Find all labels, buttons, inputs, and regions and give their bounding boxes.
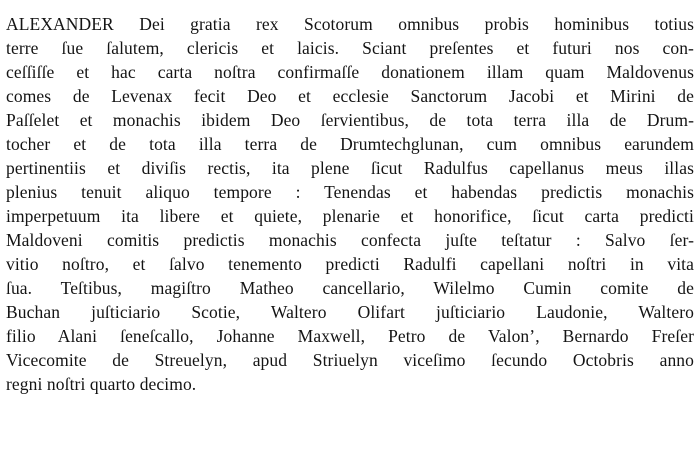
- charter-line: terre ſue ſalutem, clericis et laicis. Sciant preſentes et futuri nos con-: [6, 38, 694, 58]
- charter-text-block: [6, 12, 694, 396]
- charter-line: ceſſiſſe et hac carta noſtra confirmaſſe donationem illam quam Maldovenus: [6, 62, 694, 82]
- charter-line: ALEXANDER Dei gratia rex Scotorum omnibus probis hominibus totius: [6, 14, 694, 34]
- charter-line: Paſſelet et monachis ibidem Deo ſervientibus, de tota terra illa de Drum-: [6, 110, 694, 130]
- charter-line: comes de Levenax fecit Deo et ecclesie Sanctorum Jacobi et Mirini de: [6, 86, 694, 106]
- charter-line-last: regni noſtri quarto decimo.: [6, 374, 197, 394]
- charter-line: tocher et de tota illa terra de Drumtechglunan, cum omnibus earundem: [6, 134, 694, 154]
- charter-line: Buchan juſticiario Scotie, Waltero Olifart juſticiario Laudonie, Waltero: [6, 302, 694, 322]
- charter-line: imperpetuum ita libere et quiete, plenarie et honorifice, ſicut carta predicti: [6, 206, 694, 226]
- charter-line: plenius tenuit aliquo tempore : Tenendas et habendas predictis monachis: [6, 182, 694, 202]
- charter-line: vitio noſtro, et ſalvo tenemento predicti Radulfi capellani noſtri in vita: [6, 254, 694, 274]
- charter-line: filio Alani ſeneſcallo, Johanne Maxwell, Petro de Valon’, Bernardo Freſer: [6, 326, 694, 346]
- charter-line: ſua. Teſtibus, magiſtro Matheo cancellario, Wilelmo Cumin comite de: [6, 278, 694, 298]
- charter-line: Maldoveni comitis predictis monachis confecta juſte teſtatur : Salvo ſer-: [6, 230, 694, 250]
- charter-line: pertinentiis et diviſis rectis, ita plene ſicut Radulfus capellanus meus illas: [6, 158, 694, 178]
- charter-line: Vicecomite de Streuelyn, apud Striuelyn viceſimo ſecundo Octobris anno: [6, 350, 694, 370]
